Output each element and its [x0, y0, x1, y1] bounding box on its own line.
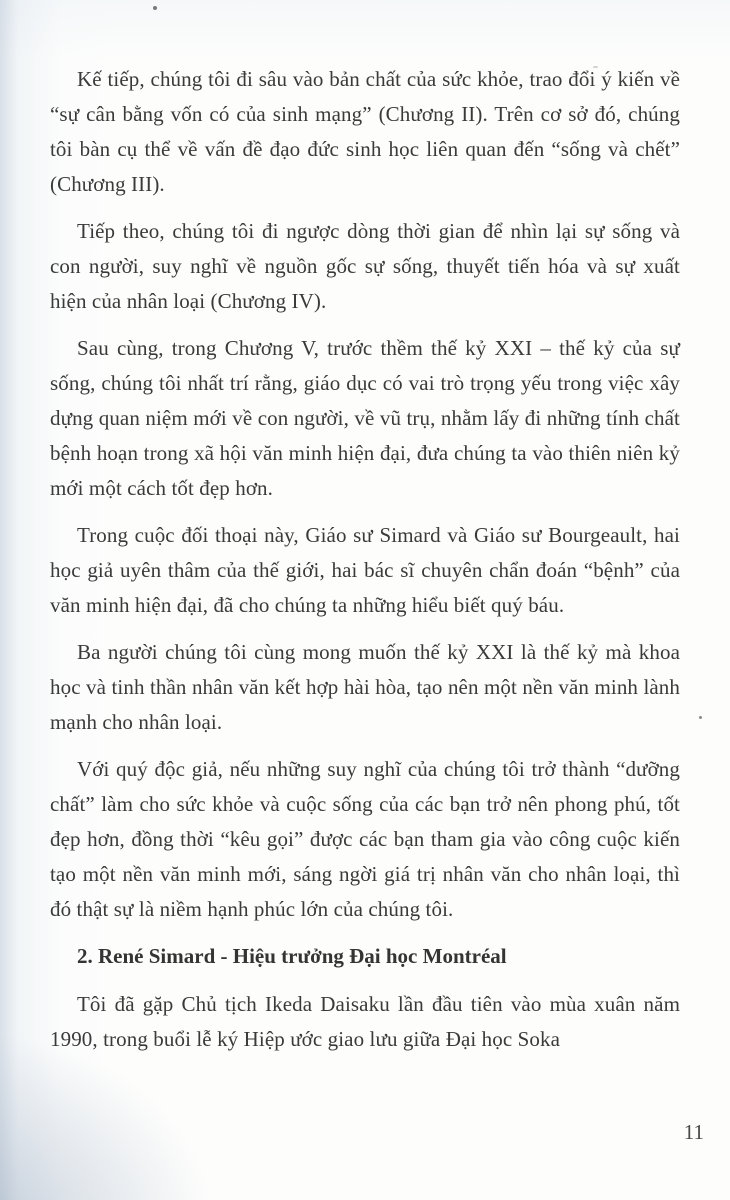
paragraph-7: Tôi đã gặp Chủ tịch Ikeda Daisaku lần đầu tiên vào mùa xuân năm 1990, trong buổi lễ ký Hiệp ước giao lưu giữa Đại học Soka [50, 992, 680, 1051]
paragraph-3: Sau cùng, trong Chương V, trước thềm thế kỷ XXI – thế kỷ của sự sống, chúng tôi nhất trí rằng, giáo dục có vai trò trọng yếu trong việc xây dựng quan niệm mới về con người, về vũ trụ, nhằm lấy đi những tính chất bệnh hoạn trong xã hội văn minh hiện đại, đưa chúng ta vào thiên niên kỷ mới một cách tốt đẹp hơn. [50, 336, 680, 500]
paragraph-2: Tiếp theo, chúng tôi đi ngược dòng thời gian để nhìn lại sự sống và con người, suy nghĩ về nguồn gốc sự sống, thuyết tiến hóa và sự xuất hiện của nhân loại (Chương IV). [50, 219, 680, 313]
scan-speck [593, 66, 598, 68]
paragraph-5: Ba người chúng tôi cùng mong muốn thế kỷ XXI là thế kỷ mà khoa học và tinh thần nhân văn kết hợp hài hòa, tạo nên một nền văn minh lành mạnh cho nhân loại. [50, 640, 680, 734]
paragraph-1: Kế tiếp, chúng tôi đi sâu vào bản chất của sức khỏe, trao đổi ý kiến về “sự cân bằng vốn có của sinh mạng” (Chương II). Trên cơ sở đó, chúng tôi bàn cụ thể về vấn đề đạo đức sinh học liên quan đến “sống và chết” (Chương III). [50, 67, 680, 196]
scan-speck [699, 716, 702, 719]
paragraph-6: Với quý độc giả, nếu những suy nghĩ của chúng tôi trở thành “dưỡng chất” làm cho sức khỏe và cuộc sống của các bạn trở nên phong phú, tốt đẹp hơn, đồng thời “kêu gọi” được các bạn tham gia vào công cuộc kiến tạo một nền văn minh mới, sáng ngời giá trị nhân văn cho nhân loại, thì đó thật sự là niềm hạnh phúc lớn của chúng tôi. [50, 757, 680, 921]
paragraph-4: Trong cuộc đối thoại này, Giáo sư Simard và Giáo sư Bourgeault, hai học giả uyên thâm của thế giới, hai bác sĩ chuyên chẩn đoán “bệnh” của văn minh hiện đại, đã cho chúng ta những hiểu biết quý báu. [50, 523, 680, 617]
section-heading: 2. René Simard - Hiệu trưởng Đại học Montréal [77, 944, 507, 968]
scan-speck [153, 6, 157, 10]
page-number: 11 [683, 1120, 704, 1144]
